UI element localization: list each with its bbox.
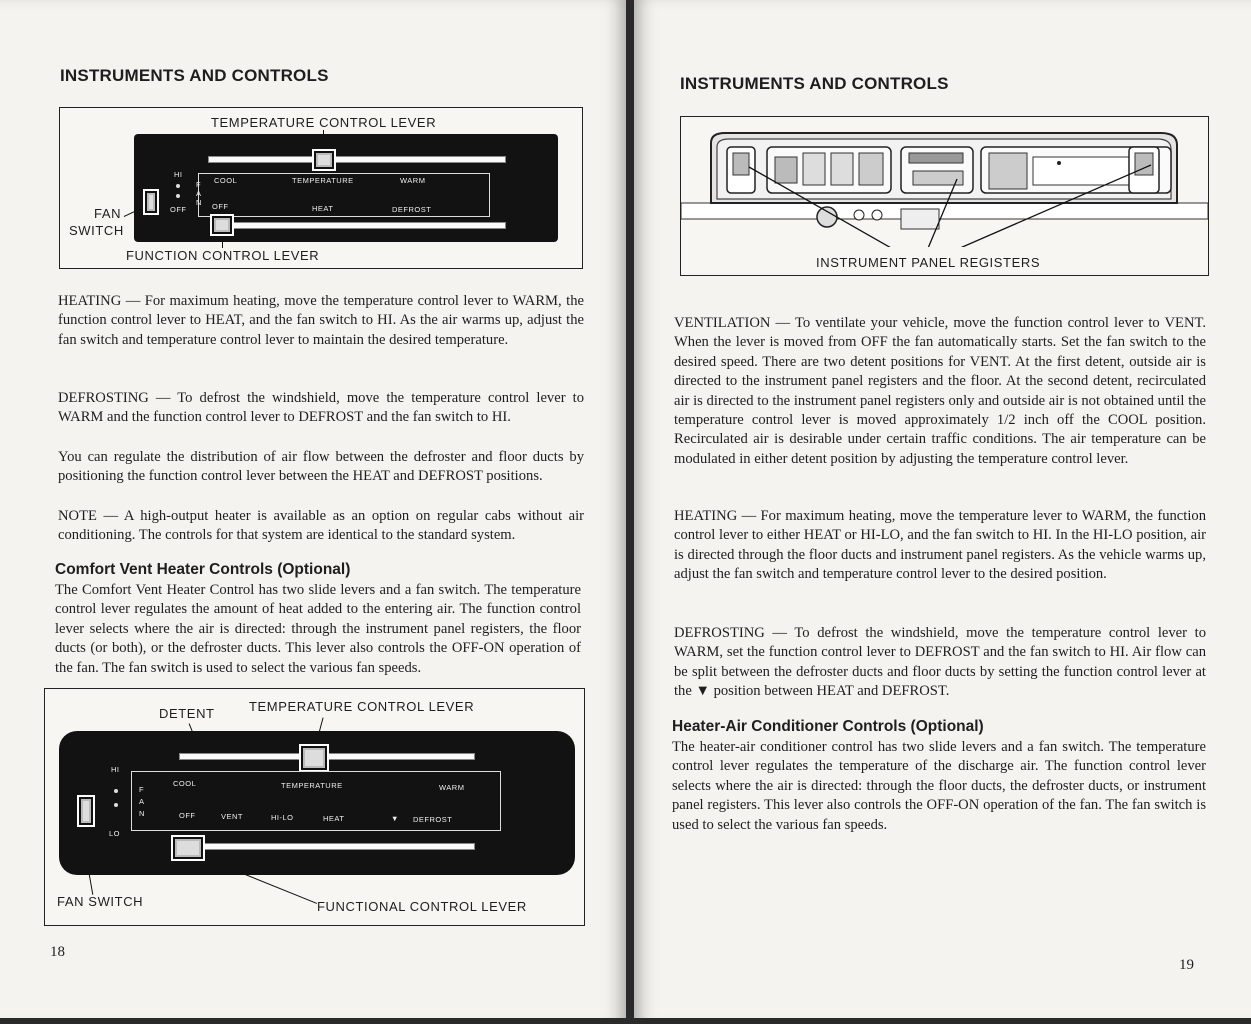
page-heading: INSTRUMENTS AND CONTROLS [60,66,329,85]
instrument-panel-registers-label: INSTRUMENT PANEL REGISTERS [813,255,1043,270]
comfort-vent-section [55,561,581,678]
heater-ac-heading: Heater-Air Conditioner Controls (Optional) [672,718,984,735]
instrument-panel-figure [680,116,1209,276]
fan-letter: N [196,198,202,207]
function-lever-label: FUNCTIONAL CONTROL LEVER [317,899,527,914]
label-lo: LO [109,829,121,838]
fan-speed-dot [114,789,118,793]
label-warm: WARM [400,176,426,185]
fan-speed-dot [176,184,180,188]
fan-switch-label-line1: FAN [94,206,122,221]
label-hi-lo: HI-LO [271,813,294,822]
page-number: 19 [1179,957,1194,973]
heater-ac-section [672,718,1206,835]
fan-switch-knob[interactable] [77,795,95,827]
label-cool: COOL [173,779,197,788]
label-temperature: TEMPERATURE [281,781,343,790]
label-warm: WARM [439,783,465,792]
label-hi: HI [174,170,183,179]
note-paragraph: NOTE — A high-output heater is available as an option on regular cabs without air conditioning. The controls for that system are identical to the standard system. [58,508,584,544]
ventilation-paragraph: VENTILATION — To ventilate your vehicle, move the function control lever to VENT. When the lever is moved from OFF the fan automatically starts. Set the fan switch to the desired speed. There are two detent positions for VENT. At the first detent, outside air is directed to the instrument panel registers and the floor. At the second detent, recirculated air is directed to the instrument panel registers only and outside air is not obtained until the temperature control lever is moved approximately 1/2 inch off the COOL position. Recirculated air is desirable under certain traffic conditions. The air temperature can be modulated in either detent position by adjusting the temperature control lever. [674,315,1206,467]
control-panel [59,731,575,875]
page-number: 18 [50,944,65,960]
fan-switch-label-line2: SWITCH [69,223,124,238]
function-lever-knob[interactable] [171,835,205,861]
label-heat: HEAT [312,204,334,213]
heating-paragraph: HEATING — For maximum heating, move the temperature lever to WARM, the function control lever to either HEAT or HI-LO, and the fan switch to HI. In the HI-LO position, air is directed through the floor ducts and instrument panel registers. As the vehicle warms up, adjust the fan switch and temperature control lever to the desired position. [674,508,1206,583]
function-lever-label: FUNCTION CONTROL LEVER [126,248,320,263]
fan-letter: F [139,785,145,794]
label-split-arrow: ▼ [391,814,399,823]
label-defrost: DEFROST [392,205,432,214]
temperature-lever-label: TEMPERATURE CONTROL LEVER [249,699,475,714]
airflow-paragraph: You can regulate the distribution of air flow between the defroster and floor ducts by positioning the function control lever between the HEAT and DEFROST positions. [58,449,584,485]
comfort-vent-figure [44,688,585,926]
heater-ac-paragraph: The heater-air conditioner control has two slide levers and a fan switch. The temperature control lever regulates the temperature of the discharge air. The function control lever selects where the air is directed: through the floor ducts, the defroster ducts, or instrument panel registers. This lever also controls the OFF-ON operation of the fan. The fan switch is used to select the various fan speeds. [672,739,1206,833]
detent-label: DETENT [159,706,215,721]
temperature-track [208,156,506,163]
temperature-lever-knob[interactable] [299,744,329,772]
function-track [230,222,506,229]
label-off: OFF [179,811,196,820]
fan-speed-dot [176,194,180,198]
control-panel [134,134,558,242]
function-track [183,843,475,850]
label-defrost: DEFROST [413,815,453,824]
comfort-vent-heading: Comfort Vent Heater Controls (Optional) [55,561,351,578]
label-temperature: TEMPERATURE [292,176,354,185]
fan-letter: A [196,189,202,198]
label-cool: COOL [214,176,238,185]
defrosting-paragraph: DEFROSTING — To defrost the windshield, move the temperature control lever to WARM, set the function control lever to DEFROST and the fan switch to HI. Air flow can be split between the defroster ducts and floor ducts by setting the function control lever at the ▼ position between HEAT and DEFROST. [674,625,1206,700]
heater-controls-figure [59,107,583,269]
function-leader-line [222,236,223,248]
temperature-lever-label: TEMPERATURE CONTROL LEVER [211,115,437,130]
fan-speed-dot [114,803,118,807]
function-lever-knob[interactable] [210,214,234,236]
temperature-lever-knob[interactable] [312,149,336,171]
label-heat: HEAT [323,814,345,823]
page-heading: INSTRUMENTS AND CONTROLS [680,74,949,93]
fan-letter: A [139,797,145,806]
bottom-page-edge [0,1018,1251,1024]
fan-letter: N [139,809,145,818]
fan-switch-knob[interactable] [143,189,159,215]
label-off: OFF [170,205,187,214]
defrosting-paragraph: DEFROSTING — To defrost the windshield, move the temperature control lever to WARM and the function control lever to DEFROST and the fan switch to HI. [58,390,584,426]
label-off-function: OFF [212,202,229,211]
heating-paragraph: HEATING — For maximum heating, move the temperature control lever to WARM, the function control lever to HEAT, and the fan switch to HI. As the air warms up, adjust the fan switch and temperature control lever to maintain the desired temperature. [58,293,584,348]
fan-switch-label: FAN SWITCH [57,894,144,909]
book-spine [626,0,634,1024]
label-hi: HI [111,765,120,774]
dashboard-illustration [681,117,1208,247]
fan-letter: F [196,180,202,189]
label-vent: VENT [221,812,244,821]
comfort-vent-paragraph: The Comfort Vent Heater Control has two slide levers and a fan switch. The temperature control lever regulates the amount of heat added to the entering air. The function control lever selects where the air is directed: through the instrument panel registers, the floor ducts (or both), or the defroster ducts. This lever also controls the OFF-ON operation of the fan. The fan switch is used to select the various fan speeds. [55,582,581,676]
right-page [634,0,1251,1024]
